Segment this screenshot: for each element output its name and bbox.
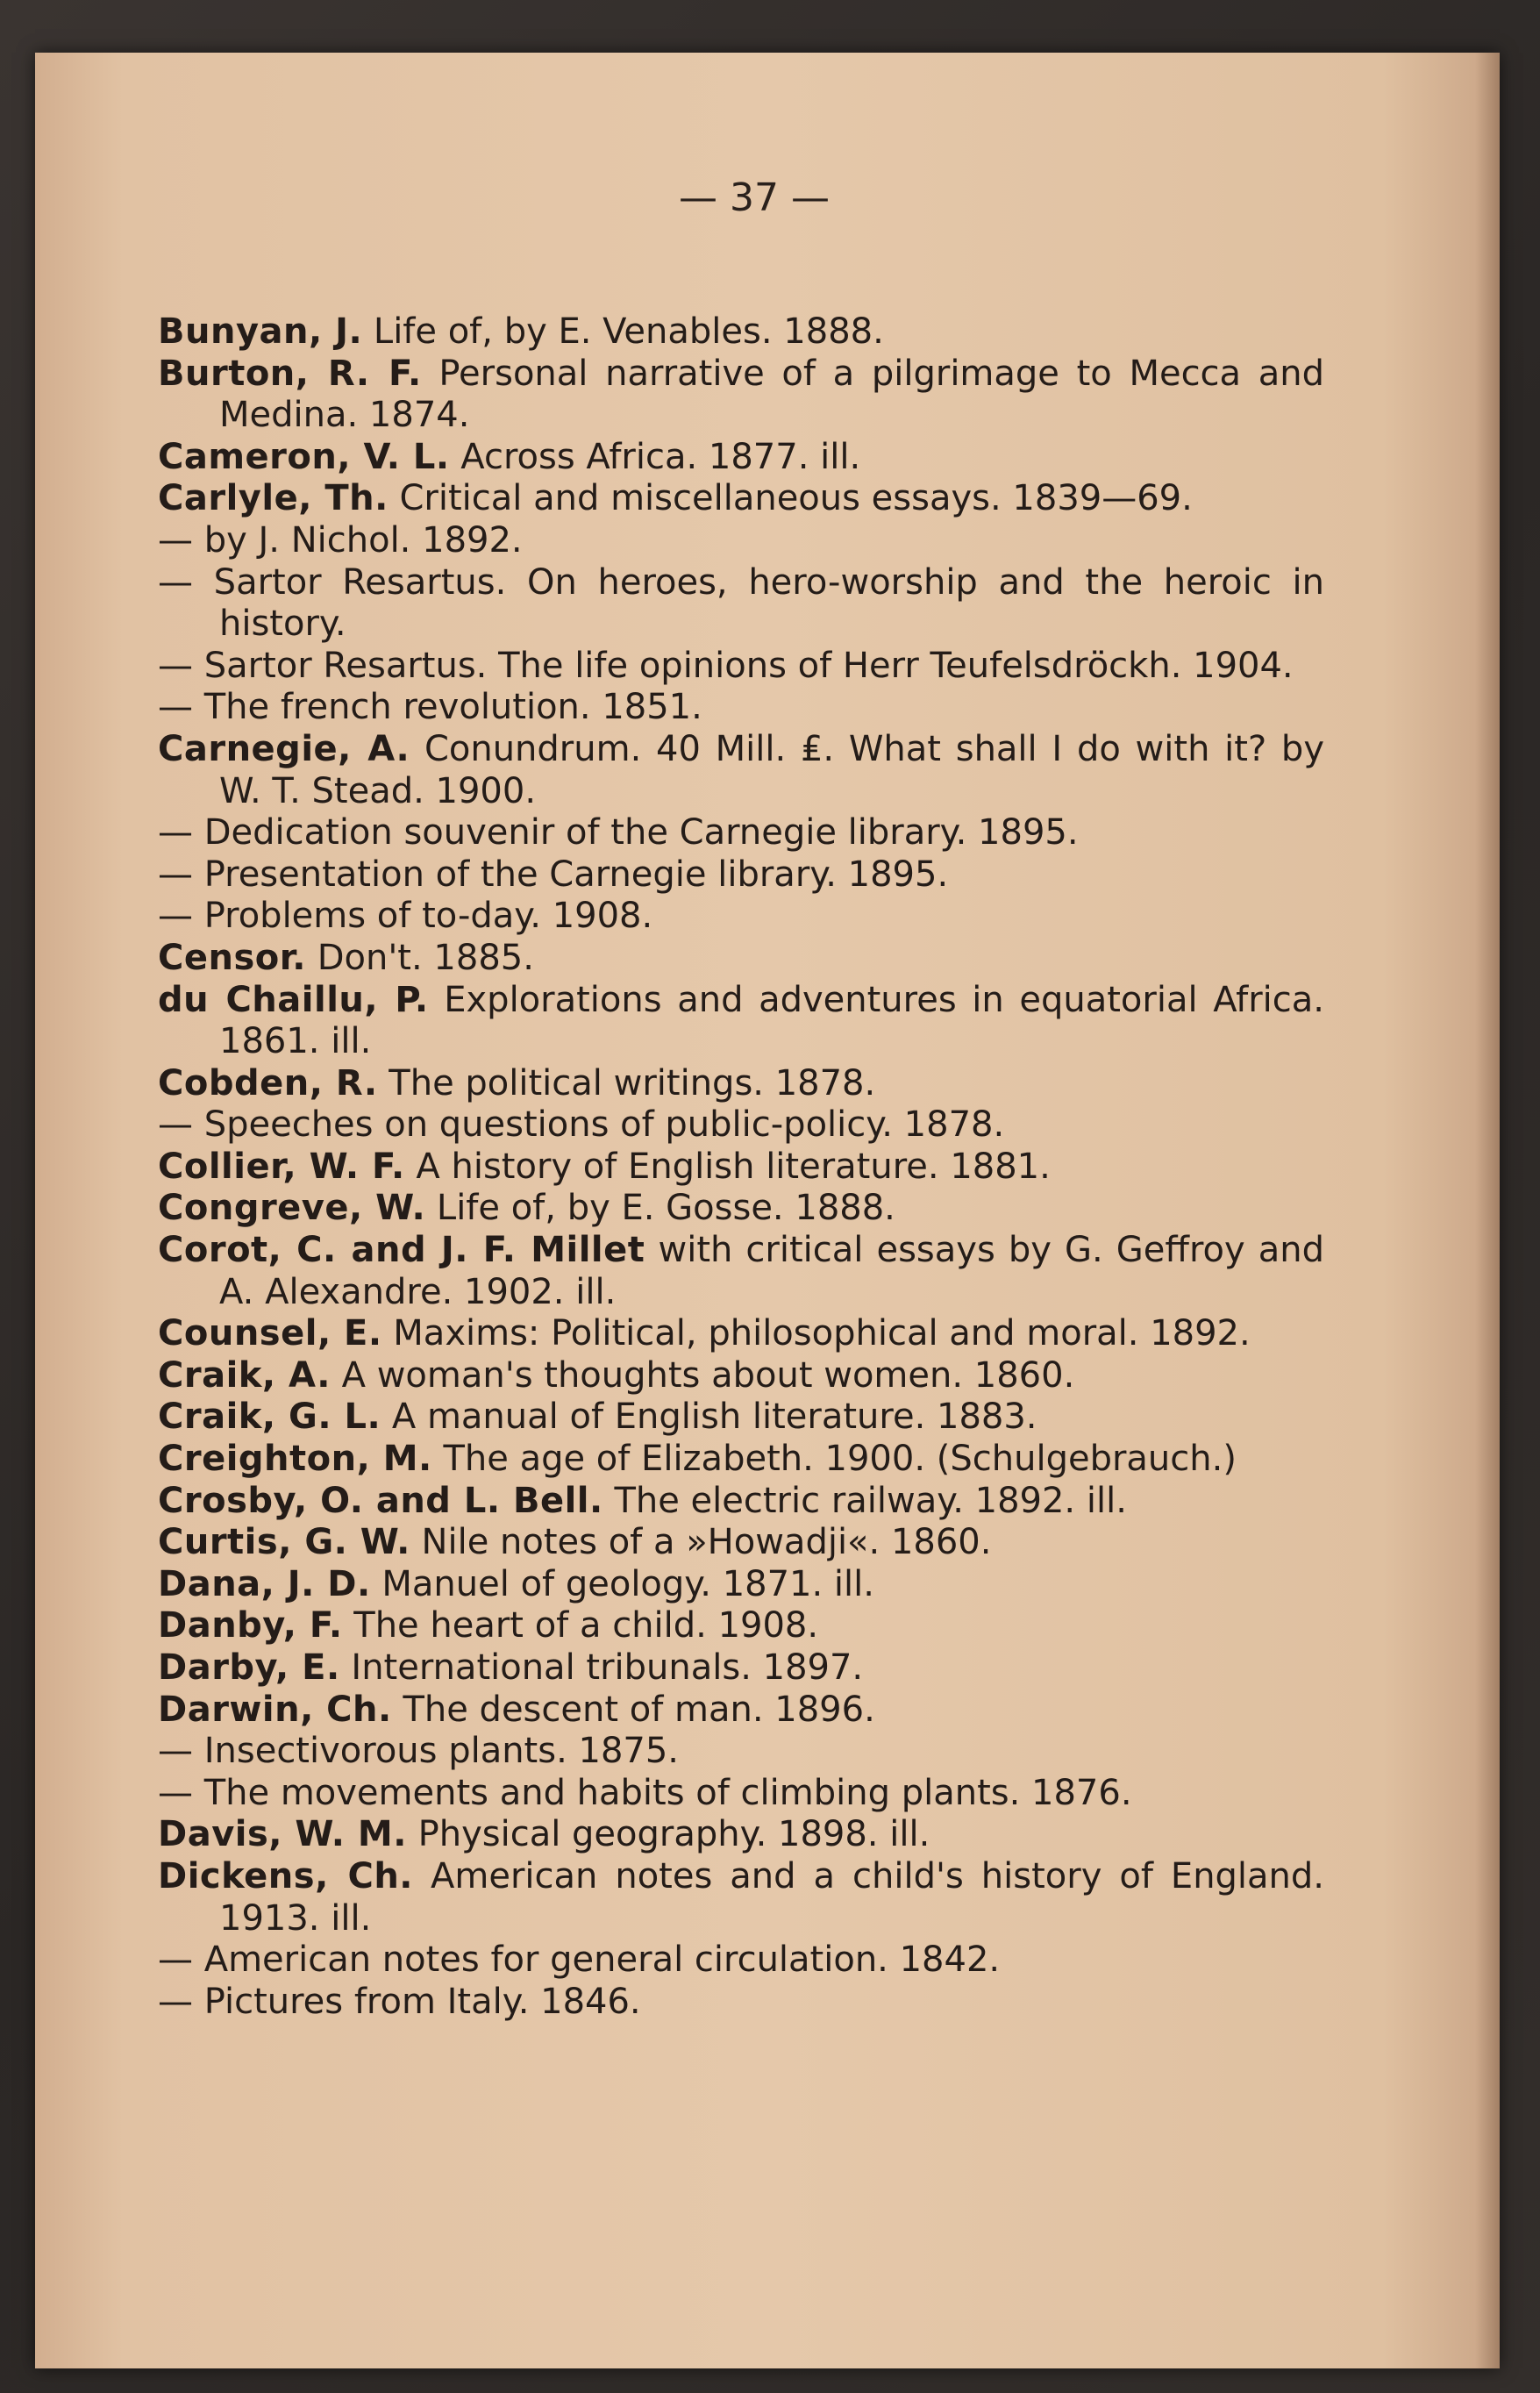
entry-title: — American notes for general circulation. 1842. — [158, 1939, 1001, 1981]
catalog-entry — [158, 687, 1324, 729]
catalog-entry — [158, 1689, 1324, 1732]
entry-title: Across Africa. 1877. ill. — [460, 436, 861, 477]
entry-title: A woman's thoughts about women. 1860. — [341, 1354, 1075, 1396]
entry-author: Cameron, V. L. — [158, 436, 450, 477]
entry-author: Davis, W. M. — [158, 1814, 407, 1855]
entry-title: A history of English literature. 1881. — [416, 1146, 1051, 1187]
catalog-entry — [158, 1439, 1324, 1481]
catalog-entry — [158, 1647, 1324, 1689]
catalog-entry — [158, 938, 1324, 980]
entry-title: The descent of man. 1896. — [403, 1689, 875, 1730]
entry-title: Maxims: Political, philosophical and moral. 1892. — [393, 1313, 1251, 1354]
entry-title: — The french revolution. 1851. — [158, 687, 702, 728]
entry-title: — The movements and habits of climbing plants. 1876. — [158, 1772, 1132, 1813]
entry-author: Darby, E. — [158, 1647, 340, 1688]
entry-author: Collier, W. F. — [158, 1146, 405, 1187]
catalog-entry — [158, 896, 1324, 938]
catalog-entry — [158, 1146, 1324, 1189]
catalog-entry — [158, 520, 1324, 562]
entry-author: Burton, R. F. — [158, 353, 422, 394]
catalog-entry — [158, 1188, 1324, 1230]
entry-title: American notes and a child's history of England. 1913. ill. — [219, 1855, 1325, 1939]
entry-title: — Sartor Resartus. The life opinions of Herr Teufelsdröckh. 1904. — [158, 645, 1294, 686]
entry-title: Don't. 1885. — [317, 937, 534, 978]
book-page — [35, 53, 1500, 2368]
entry-author: Darwin, Ch. — [158, 1689, 392, 1730]
entry-title: — Insectivorous plants. 1875. — [158, 1731, 680, 1772]
entry-author: Creighton, M. — [158, 1439, 432, 1480]
entry-title: The heart of a child. 1908. — [353, 1605, 819, 1647]
entry-title: A manual of English literature. 1883. — [391, 1397, 1037, 1438]
entry-title: Conundrum. 40 Mill. ₤. What shall I do with it? by W. T. Stead. 1900. — [219, 728, 1324, 811]
catalog-entry — [158, 478, 1324, 520]
catalog-entry — [158, 1230, 1324, 1313]
entry-title: with critical essays by G. Geffroy and A. Alexandre. 1902. ill. — [219, 1230, 1325, 1312]
entry-author: Craik, G. L. — [158, 1397, 381, 1438]
entry-author: Counsel, E. — [158, 1313, 382, 1354]
catalog-entry — [158, 646, 1324, 688]
entry-title: — Pictures from Italy. 1846. — [158, 1981, 641, 2022]
catalog-entry — [158, 1481, 1324, 1523]
entry-author: Censor. — [158, 937, 306, 978]
catalog-entry — [158, 354, 1324, 437]
catalog-entry — [158, 980, 1324, 1063]
entry-title: Manuel of geology. 1871. ill. — [381, 1563, 874, 1604]
page-number: — 37 — — [679, 175, 830, 220]
entry-author: Curtis, G. W. — [158, 1522, 410, 1563]
entry-title: International tribunals. 1897. — [351, 1647, 864, 1688]
catalog-entry — [158, 1605, 1324, 1647]
entry-title: The age of Elizabeth. 1900. (Schulgebrauch.) — [443, 1439, 1237, 1480]
catalog-entry — [158, 1773, 1324, 1815]
catalog-entries — [158, 311, 1324, 2023]
entry-author: Congreve, W. — [158, 1188, 426, 1229]
catalog-entry — [158, 437, 1324, 479]
entry-title: The political writings. 1878. — [389, 1062, 876, 1104]
entry-author: Dickens, Ch. — [158, 1855, 413, 1897]
catalog-entry — [158, 1856, 1324, 1939]
entry-author: Crosby, O. and L. Bell. — [158, 1480, 603, 1521]
catalog-entry — [158, 1104, 1324, 1146]
entry-title: Personal narrative of a pilgrimage to Mecca and Medina. 1874. — [219, 353, 1325, 436]
entry-title: — Dedication souvenir of the Carnegie library. 1895. — [158, 812, 1079, 854]
catalog-entry — [158, 1522, 1324, 1564]
entry-author: Craik, A. — [158, 1354, 331, 1396]
catalog-entry — [158, 562, 1324, 646]
entry-title: Critical and miscellaneous essays. 1839—69. — [399, 478, 1193, 519]
entry-title: Nile notes of a »Howadji«. 1860. — [421, 1522, 992, 1563]
entry-title: — Sartor Resartus. On heroes, hero-worship and the heroic in history. — [158, 561, 1324, 645]
entry-author: Carlyle, Th. — [158, 478, 389, 519]
catalog-entry — [158, 1355, 1324, 1397]
catalog-entry — [158, 1397, 1324, 1439]
entry-author: Cobden, R. — [158, 1062, 378, 1104]
catalog-entry — [158, 1063, 1324, 1105]
entry-title: — Problems of to-day. 1908. — [158, 896, 653, 937]
catalog-entry — [158, 1939, 1324, 1982]
entry-title: — Presentation of the Carnegie library. 1895. — [158, 854, 949, 895]
entry-author: Danby, F. — [158, 1605, 343, 1647]
entry-author: Dana, J. D. — [158, 1563, 371, 1604]
catalog-entry — [158, 1814, 1324, 1856]
entry-title: — by J. Nichol. 1892. — [158, 519, 523, 561]
entry-title: Life of, by E. Venables. 1888. — [373, 311, 884, 352]
catalog-entry — [158, 812, 1324, 854]
entry-author: du Chaillu, P. — [158, 979, 429, 1020]
entry-title: — Speeches on questions of public-policy. 1878. — [158, 1104, 1005, 1146]
catalog-entry — [158, 1982, 1324, 2024]
catalog-entry — [158, 1731, 1324, 1773]
entry-title: Explorations and adventures in equatorial Africa. 1861. ill. — [219, 979, 1325, 1062]
entry-title: Physical geography. 1898. ill. — [417, 1814, 930, 1855]
catalog-entry — [158, 854, 1324, 896]
catalog-entry — [158, 729, 1324, 812]
entry-title: The electric railway. 1892. ill. — [614, 1480, 1127, 1521]
entry-author: Bunyan, J. — [158, 311, 363, 352]
entry-author: Carnegie, A. — [158, 728, 410, 769]
catalog-entry — [158, 1313, 1324, 1355]
catalog-entry — [158, 311, 1324, 354]
entry-title: Life of, by E. Gosse. 1888. — [436, 1188, 895, 1229]
catalog-entry — [158, 1564, 1324, 1606]
entry-author: Corot, C. and J. F. Millet — [158, 1230, 645, 1271]
